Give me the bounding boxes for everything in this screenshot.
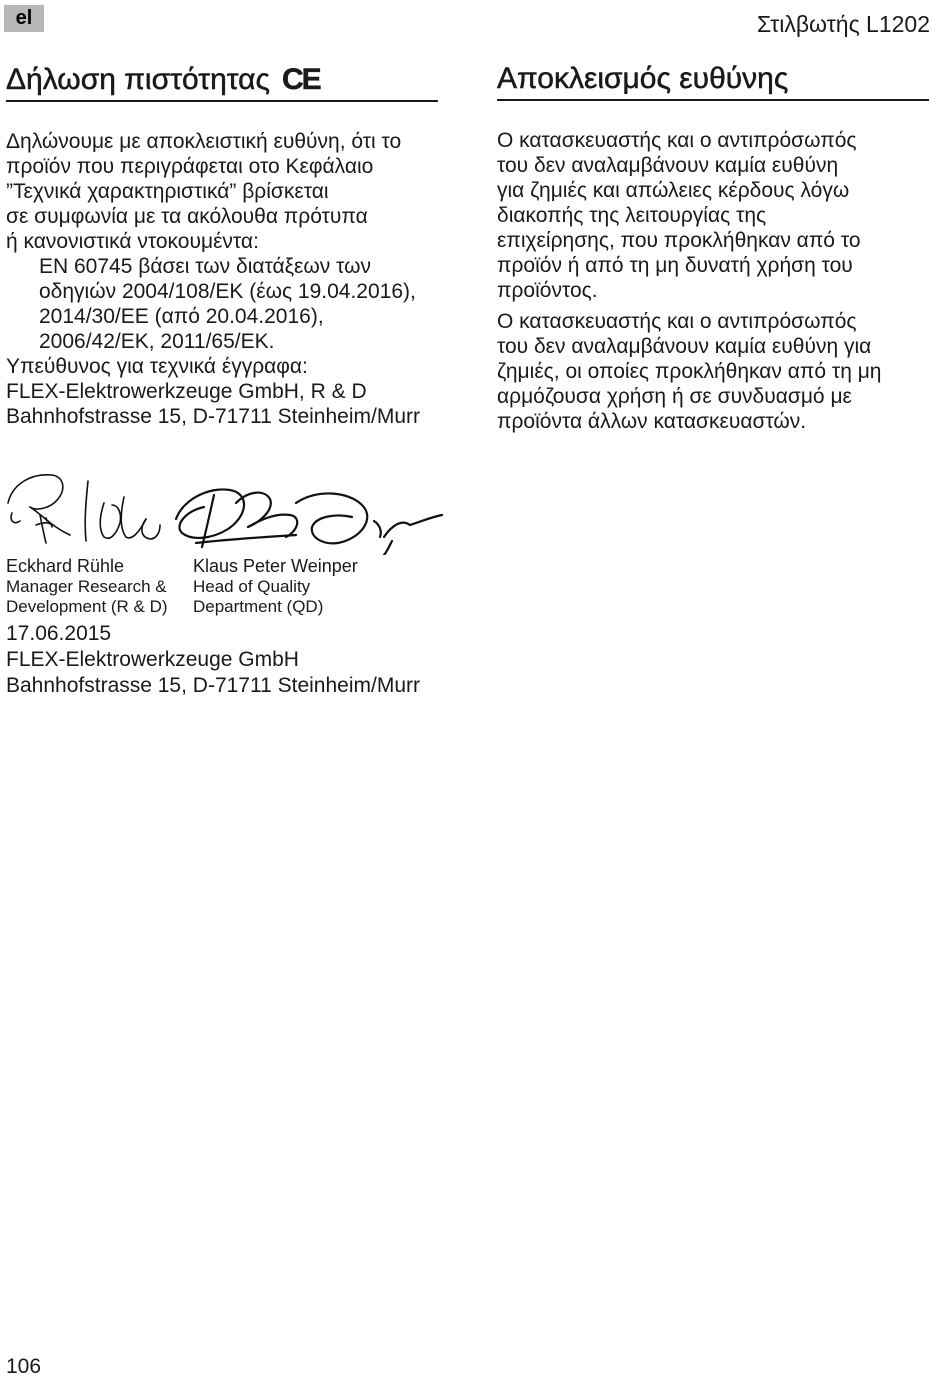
declaration-heading-text: Δήλωση πιστότητας <box>6 63 270 96</box>
disclaimer-line: του δεν αναλαμβάνουν καμία ευθύνη για <box>497 335 872 358</box>
disclaimer-line: Ο κατασκευαστής και ο αντιπρόσωπός <box>497 129 857 152</box>
page-number: 106 <box>6 1355 42 1378</box>
signatory-role: Department (QD) <box>193 597 324 616</box>
disclaimer-paragraph-2 <box>497 309 937 434</box>
issue-address: Bahnhofstrasse 15, D-71711 Steinheim/Murr <box>6 674 420 697</box>
signature-weinper <box>176 489 442 555</box>
declaration-body <box>6 129 446 429</box>
standards-line: 2006/42/EK, 2011/65/EK. <box>39 330 275 353</box>
intro-line: ”Τεχνικά χαρακτηριστικά” βρίσκεται <box>6 180 329 203</box>
disclaimer-line: προϊόν ή από τη μη δυνατή χρήση του <box>497 254 853 277</box>
disclaimer-line: επιχείρησης, που προκλήθηκαν από το <box>497 229 861 252</box>
intro-line: Δηλώνουμε με αποκλειστική ευθύνη, ότι το <box>6 130 402 153</box>
declaration-heading <box>6 62 438 102</box>
signatory-name: Eckhard Rühle <box>6 556 125 576</box>
disclaimer-line: ζημιές, οι οποίες προκλήθηκαν από τη μη <box>497 360 882 383</box>
disclaimer-paragraph-1 <box>497 128 937 303</box>
document-title: Στιλβωτής L1202 <box>757 11 930 37</box>
disclaimer-line: Ο κατασκευαστής και ο αντιπρόσωπός <box>497 310 857 333</box>
tech-doc-line: Υπεύθυνος για τεχνικά έγγραφα: <box>6 355 308 378</box>
standards-line: EN 60745 βάσει των διατάξεων των <box>39 255 372 278</box>
disclaimer-line: προϊόντος. <box>497 279 598 302</box>
intro-line: προϊόν που περιγράφεται οτο Κεφάλαιο <box>6 155 374 178</box>
signatory-role: Head of Quality <box>193 577 311 596</box>
disclaimer-heading: Αποκλεισμός ευθύνης <box>497 61 929 101</box>
tech-doc-line: FLEX-Elektrowerkzeuge GmbH, R & D <box>6 380 367 403</box>
signatory-weinper <box>193 556 358 617</box>
standards-line: 2014/30/EE (από 20.04.2016), <box>39 305 324 328</box>
signatory-name: Klaus Peter Weinper <box>193 556 358 576</box>
intro-line: σε συμφωνία με τα ακόλουθα πρότυπα <box>6 205 368 228</box>
disclaimer-body <box>497 128 937 434</box>
standards-line: οδηγιών 2004/108/EK (έως 19.04.2016), <box>39 280 416 303</box>
disclaimer-line: αρμόζουσα χρήση ή σε συνδυασμό με <box>497 385 852 408</box>
signature-ruehle <box>8 475 160 543</box>
signatory-role: Manager Research & <box>6 577 167 596</box>
issue-company: FLEX-Elektrowerkzeuge GmbH <box>6 648 299 671</box>
tech-doc-line: Bahnhofstrasse 15, D-71711 Steinheim/Murr <box>6 405 420 428</box>
intro-line: ή κανονιστικά ντοκουμέντα: <box>6 230 259 253</box>
issue-date: 17.06.2015 <box>6 622 112 645</box>
language-tag: el <box>4 5 44 32</box>
disclaimer-line: του δεν αναλαμβάνουν καμία ευθύνη <box>497 154 839 177</box>
signatory-role: Development (R & D) <box>6 597 168 616</box>
signatory-ruehle <box>6 556 168 617</box>
ce-mark-icon: CE <box>281 63 320 96</box>
disclaimer-line: διακοπής της λειτουργίας της <box>497 204 767 227</box>
signatures <box>0 455 460 555</box>
disclaimer-line: για ζημιές και απώλειες κέρδους λόγω <box>497 179 850 202</box>
issue-block <box>6 621 420 699</box>
disclaimer-line: προϊόντα άλλων κατασκευαστών. <box>497 410 807 433</box>
